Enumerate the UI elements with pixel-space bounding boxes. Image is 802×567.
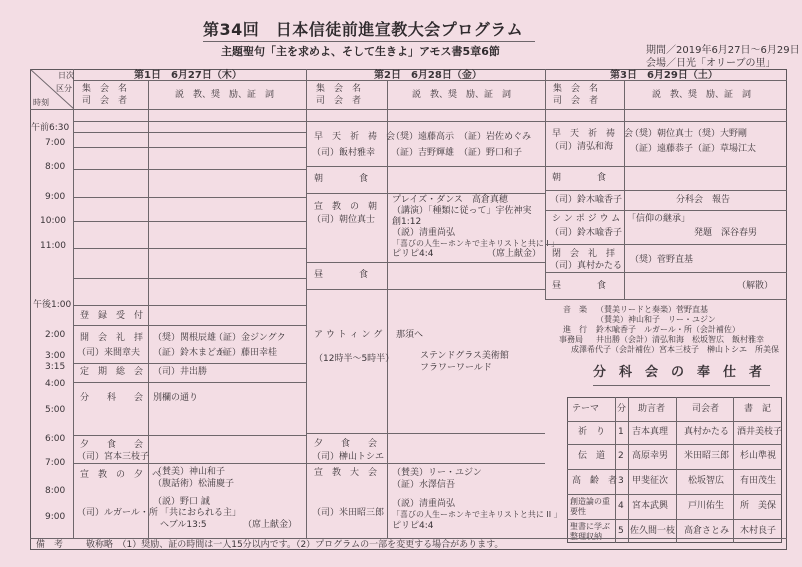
d3-col-meeting: 集 会 名 [553,84,599,94]
d1-bunka: 分 科 会 [80,393,144,403]
bunka-row-chair: 米田昭三郎 [684,451,730,461]
d1-evening-talk: （腹話術）松浦慶子 [153,479,235,489]
day2-header: 第2日 6月28日（金） [374,70,482,81]
corner-day: 日次 [58,71,74,80]
d3-prayer-chair: （司）清弘和海 [550,142,614,152]
time-label: 8:00 [45,486,66,496]
d2-prayer: 早 天 祈 祷 会 [314,132,396,142]
d3-symposium-chair: （司）鈴木喩香子 [550,228,623,238]
bunka-row-advisor: 吉本真理 [632,427,669,437]
d3-symposium-talk: 発題 深谷春男 [694,228,758,238]
bunka-header-no: 分 [617,404,627,414]
corner-time: 時刻 [33,98,49,107]
bunka-row-no: 1 [618,427,624,437]
time-label: 11:00 [40,241,66,251]
d3-symposium: シ ン ポ ジ ウ ム [552,214,621,224]
d3-breakfast: 朝 食 [552,173,607,183]
time-label: 9:00 [45,192,66,202]
bunka-header-advisor: 助言者 [638,404,666,414]
bunka-title: 分 科 会 の 奉 仕 者 [593,365,763,380]
day1-header: 第1日 6月27日（木） [134,70,242,81]
d3-col-chair: 司 会 者 [553,96,599,106]
d1-registration: 登 録 受 付 [80,311,144,321]
bunka-row-advisor: 佐久間一枝 [630,526,676,536]
d2-dinner: 夕 食 会 [314,439,378,449]
d2-outing-talk: ステンドグラス美術館 [420,351,509,361]
time-label: 3:15 [45,362,66,372]
d2-outing-talk: フラワーワールド [420,363,492,373]
bunka-header-clerk: 書 記 [744,404,772,414]
bunka-row-chair: 真村かたる [684,427,730,437]
d3-lunch: 昼 食 [552,281,607,291]
time-label: 午後1:00 [33,300,72,310]
d3-prayer-talk: （奨）朝位真士 [630,129,694,139]
d1-opening-talk: （証）鈴木まどか [153,348,226,358]
bunka-row-chair: 松坂智広 [688,476,725,486]
bunka-row-no: 3 [618,476,624,486]
d2-col-talks: 説 教、奨 励、証 詞 [412,90,512,100]
time-label: 2:00 [45,330,66,340]
corner-kubun: 区分 [56,84,72,93]
staff-office-label: 事務局 [559,335,583,344]
bunka-row-theme: 祈 り [578,427,606,437]
d2-evening-chair: （司）米田昭三郎 [312,508,385,518]
bunka-row-advisor: 宮本武興 [632,501,669,511]
time-label: 7:00 [45,458,66,468]
d3-closing-talk: （奨）菅野直基 [630,255,694,265]
d3-dismissal: （解散） [737,281,774,291]
day3-header: 第3日 6月29日（土） [610,70,718,81]
d2-morning-talk: 「喜びの人生ーホンキで主キリストと共に I 」 [392,239,560,248]
d3-symposium-talk: 「信仰の継承」 [627,214,691,224]
bunka-row-clerk: 有田茂生 [740,476,777,486]
d3-report: 分科会 報告 [676,195,731,205]
time-label: 午前6:30 [31,123,70,133]
bunka-row-no: 2 [618,451,624,461]
d1-col-chair: 司 会 者 [82,96,128,106]
d1-general-chair: （司）井出勝 [153,367,208,377]
bunka-row-clerk: 杉山準視 [740,451,777,461]
d2-morning-talk: ピリピ4:4 [392,249,434,259]
d1-col-meeting: 集 会 名 [82,84,128,94]
d2-morning-talk: （講演）「種類に従って」宇佐神実 [392,206,532,216]
d1-dinner-chair: （司）宮本三枝子 [77,452,150,462]
d1-opening-talk: （証）藤田幸桂 [214,348,278,358]
bunka-row-theme: 聖書に学ぶ整理収納 [570,522,610,541]
page-title: 第34回 日本信徒前進宣教大会プログラム [203,20,524,39]
d1-bunka-note: 別欄の通り [153,393,199,403]
d2-evening: 宣 教 大 会 [314,468,378,478]
staff-office: 井出勝（会計）清弘和海 松坂智広 飯村雅幸 [596,335,764,344]
venue: 会場／日光「オリーブの里」 [646,58,776,69]
bunka-row-chair: 戸川佑生 [688,501,725,511]
d3-closing-chair: （司）真村かたる [550,261,623,271]
d3-report-chair: （司）鈴木喩香子 [550,195,623,205]
footer-note: 敬称略 （1）奨励、証の時間は一人15分以内です。（2）プログラムの一部を変更する場合があります。 [86,540,504,550]
d2-col-meeting: 集 会 名 [316,84,362,94]
d2-outing: ア ウ ト ィ ン グ [314,330,383,340]
d2-evening-talk: （説）清重尚弘 [392,499,456,509]
time-label: 4:00 [45,379,66,389]
d2-prayer-talk: （証）吉野輝雄 [391,148,455,158]
d1-evening-talk: ヘブル13:5 [160,520,207,530]
bunka-row-no: 4 [618,501,624,511]
d2-prayer-talk: （奨）遠藤高示 [391,132,455,142]
d2-breakfast: 朝 食 [314,174,369,184]
staff-progress: 鈴木喩香子 ルガール・所（会計補佐） [596,325,740,334]
d1-evening-offering: （席上献金） [243,520,298,530]
theme-verse: 主題聖句「主を求めよ、そして生きよ」アモス書5章6節 [221,45,500,58]
bunka-row-advisor: 高原幸男 [632,451,669,461]
time-label: 7:00 [45,138,66,148]
d1-col-talks: 説 教、奨 励、証 詞 [175,90,275,100]
d2-evening-talk: 「喜びの人生ーホンキで主キリストと共に II 」 [392,510,562,519]
d2-morning-talk: （説）清重尚弘 [392,228,456,238]
d2-morning-talk: 創1:12 [392,217,422,227]
bunka-row-clerk: 酒井美枝子 [737,427,783,437]
bunka-row-advisor: 甲斐征次 [632,476,669,486]
d1-evening-chair: （司）ルガール・所 [77,508,158,518]
d3-prayer-talk: （奨）大野剛 [693,129,748,139]
d1-dinner: 夕 食 会 [80,440,144,450]
time-label: 9:00 [45,512,66,522]
d2-prayer-chair: （司）飯村雅幸 [312,148,376,158]
d1-evening: 宣 教 の 夕 べ [80,470,162,480]
d3-closing: 閉 会 礼 拝 [552,249,616,259]
d2-outing-talk: 那須へ [396,330,424,340]
footer-label: 備 考 [36,540,64,550]
d1-general-meeting: 定 期 総 会 [80,367,144,377]
d2-dinner-chair: （司）榊山トシエ [312,452,385,462]
bunka-header-theme: テーマ [572,404,600,414]
d2-col-chair: 司 会 者 [316,96,362,106]
d2-morning: 宣 教 の 朝 [314,202,378,212]
d3-col-talks: 説 教、奨 励、証 詞 [652,90,752,100]
d2-prayer-talk: （証）岩佐めぐみ [459,132,532,142]
bunka-row-no: 5 [618,526,624,536]
d2-evening-talk: ピリピ4:4 [392,521,434,531]
staff-music: （賛美）神山和子 リー・ユジン [596,315,716,324]
bunka-row-clerk: 所 美保 [740,501,777,511]
d3-prayer-talk: （証）草場江太 [693,144,757,154]
d1-opening-talk: （証）金ジングク [214,333,286,343]
bunka-row-clerk: 木村良子 [740,526,777,536]
d2-evening-talk: （証）水澤信吾 [392,480,456,490]
staff-progress-label: 進 行 [563,325,587,334]
staff-music-label: 音 楽 [563,305,587,314]
staff-music: （賛美リードと奏楽）菅野直基 [596,305,708,314]
d3-prayer: 早 天 祈 祷 会 [552,129,634,139]
d1-evening-talk: （賛美）神山和子 [153,467,226,477]
staff-office: 成澤希代子（会計補佐）宮本三枝子 榊山トシエ 所美保 [571,345,779,354]
d2-prayer-talk: （証）野口和子 [459,148,523,158]
d1-opening-worship: 開 会 礼 拝 [80,333,144,343]
bunka-row-theme: 高 齢 者 [572,476,618,486]
bunka-row-theme: 伝 道 [578,451,606,461]
d2-outing-time: （12時半〜5時半） [314,354,395,364]
time-label: 3:00 [45,351,66,361]
bunka-row-theme: 創造論の重要性 [570,497,610,516]
d2-morning-offering: （席上献金） [487,249,542,259]
time-label: 8:00 [45,162,66,172]
d2-morning-talk: プレイズ・ダンス 高倉真穂 [392,195,508,205]
d1-opening-talk: （奨）関根辰雄 [153,333,217,343]
d2-morning-chair: （司）朝位真士 [312,215,376,225]
d3-prayer-talk: （証）遠藤恭子 [630,144,694,154]
bunka-row-chair: 高倉さとみ [684,526,730,536]
time-label: 6:00 [45,434,66,444]
d2-lunch: 昼 食 [314,270,369,280]
d1-evening-talk: 「共におられる主」 [160,508,242,518]
d1-evening-talk: （説）野口 誠 [153,497,210,507]
time-label: 5:00 [45,405,66,415]
period: 期間／2019年6月27日〜6月29日 [646,45,800,56]
bunka-header-chair: 司会者 [692,404,720,414]
d2-evening-talk: （賛美）リー・ユジン [392,468,482,478]
time-label: 10:00 [40,216,66,226]
d1-opening-chair: （司）来間章夫 [77,348,141,358]
